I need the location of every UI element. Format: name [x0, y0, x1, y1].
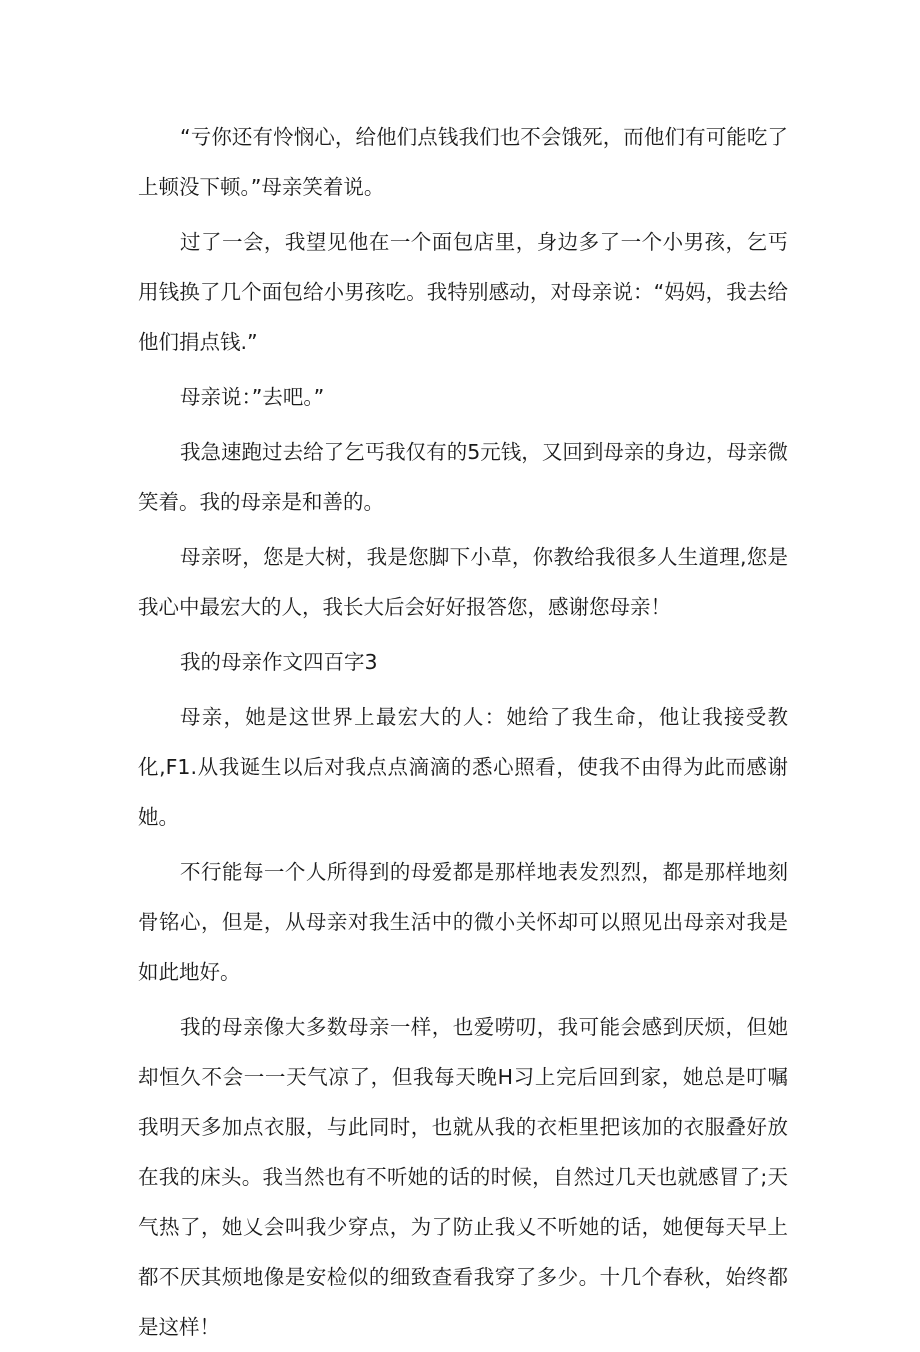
section-heading: 我的母亲作文四百字3 — [180, 650, 378, 674]
paragraph-7: 不行能每一个人所得到的母爱都是那样地表发烈烈，都是那样地刻骨铭心，但是，从母亲对我生活中的微小关怀却可以照见出母亲对我是如此地好。 — [138, 860, 788, 984]
paragraph-4: 我急速跑过去给了乞丐我仅有的5元钱，又回到母亲的身边，母亲微笑着。我的母亲是和善的。 — [138, 440, 788, 514]
paragraph-1: “亏你还有怜悯心，给他们点钱我们也不会饿死，而他们有可能吃了上顿没下顿。”母亲笑着说。 — [138, 125, 788, 199]
paragraph-5: 母亲呀，您是大树，我是您脚下小草，你教给我很多人生道理,您是我心中最宏大的人，我长大后会好好报答您，感谢您母亲！ — [138, 545, 788, 619]
article-body — [138, 112, 788, 1352]
paragraph-6: 母亲，她是这世界上最宏大的人：她给了我生命，他让我接受教化,F1.从我诞生以后对我点点滴滴的悉心照看，使我不由得为此而感谢她。 — [138, 705, 788, 829]
paragraph-8: 我的母亲像大多数母亲一样，也爱唠叨，我可能会感到厌烦，但她却恒久不会一一天气凉了，但我每天晚H习上完后回到家，她总是叮嘱我明天多加点衣服，与此同时，也就从我的衣柜里把该加的衣服叠好放在我的床头。我当然也有不听她的话的时候，自然过几天也就感冒了;天气热了，她乂会叫我少穿点，为了防止我乂不听她的话，她便每天早上都不厌其烦地像是安检似的细致查看我穿了多少。十几个春秋，始终都是这样！ — [138, 1015, 788, 1339]
paragraph-3: 母亲说：”去吧。” — [180, 385, 325, 409]
paragraph-2: 过了一会，我望见他在一个面包店里，身边多了一个小男孩，乞丐用钱换了几个面包给小男孩吃。我特别感动，对母亲说：“妈妈，我去给他们捐点钱.” — [138, 230, 788, 354]
